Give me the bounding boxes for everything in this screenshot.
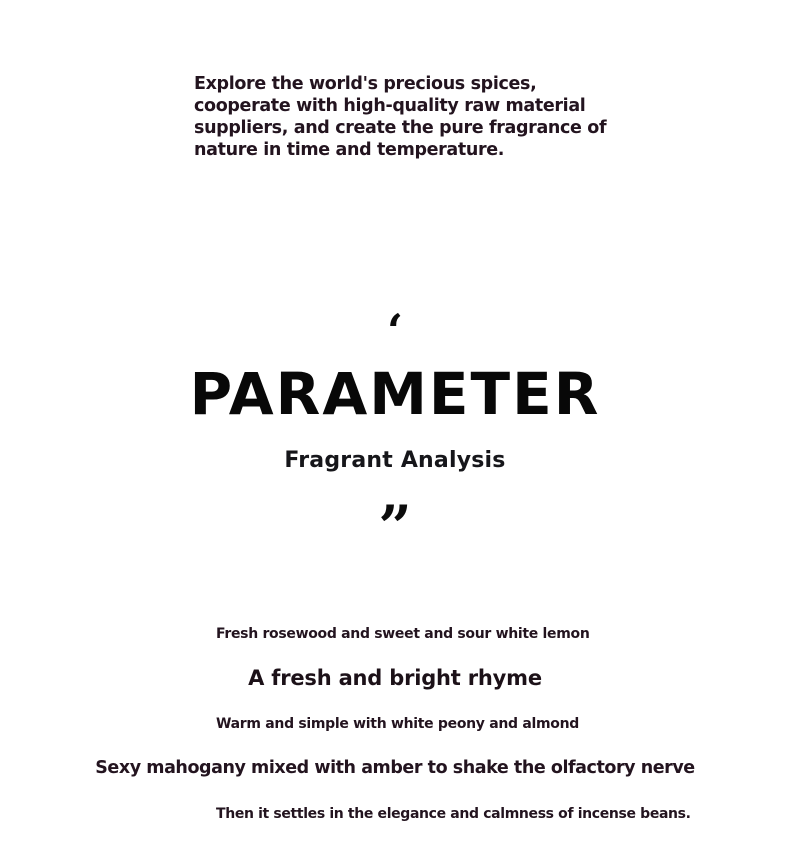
fragrance-note-finish: Then it settles in the elegance and calmness of incense beans. bbox=[216, 806, 691, 822]
closing-quote-mark: ” bbox=[378, 493, 412, 561]
section-title: PARAMETER bbox=[189, 360, 601, 428]
fragrance-note-top: Fresh rosewood and sweet and sour white lemon bbox=[216, 626, 590, 642]
fragrance-note-base: Sexy mahogany mixed with amber to shake the olfactory nerve bbox=[95, 758, 695, 778]
section-subtitle: Fragrant Analysis bbox=[284, 448, 506, 473]
fragrance-note-middle: Warm and simple with white peony and almond bbox=[216, 716, 579, 732]
intro-paragraph: Explore the world's precious spices, cooperate with high-quality raw material suppliers, and create the pure fragrance of nature in time and temperature. bbox=[194, 74, 607, 160]
fragrance-note-highlight: A fresh and bright rhyme bbox=[248, 666, 542, 690]
opening-quote-mark: ‘ bbox=[386, 304, 403, 358]
